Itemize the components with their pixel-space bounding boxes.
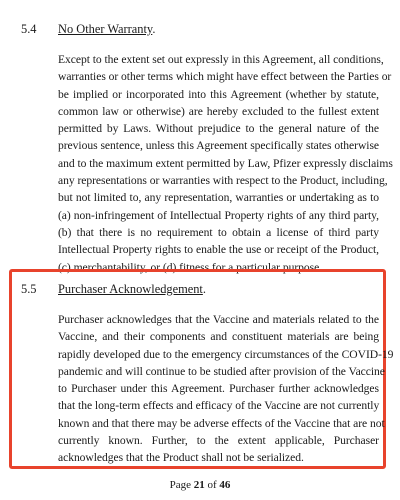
- page-current: 21: [193, 479, 205, 491]
- body-line: known and that there may be adverse effects of the Vaccine that are not: [58, 416, 385, 430]
- body-line: Vaccine, and their components and constituent materials are being: [58, 330, 379, 344]
- body-line: previous sentence, unless this Agreement specifically states otherwise: [58, 139, 379, 153]
- section-title: Purchaser Acknowledgement: [58, 282, 203, 296]
- body-line: any representations or warranties with respect to the Product, including,: [58, 174, 388, 188]
- body-line: common law or otherwise) are hereby excluded to the fullest extent: [58, 104, 379, 118]
- section-number: 5.4: [21, 22, 37, 36]
- section-body: [58, 51, 393, 276]
- section-heading: [58, 21, 155, 37]
- section-title-suffix: .: [202, 282, 206, 296]
- page-of: of: [204, 479, 220, 491]
- body-line: warranties or other terms which might have effect between the Parties or: [58, 70, 392, 84]
- body-line: (b) that there is no requirement to obtain a license of third party: [58, 225, 379, 239]
- page-prefix: Page: [169, 479, 194, 491]
- body-line: Purchaser acknowledges that the Vaccine and materials related to the: [58, 313, 379, 326]
- body-line: but not limited to, any representation, warranties or undertaking as to: [58, 191, 379, 205]
- body-line: (c) merchantability, or (d) fitness for a particular purpose.: [58, 260, 323, 274]
- section-body: [58, 311, 394, 467]
- body-line: that the long-term effects and efficacy of the Vaccine are not currently: [58, 399, 380, 413]
- page-total: 46: [219, 479, 231, 491]
- body-line: currently known. Further, to the extent applicable, Purchaser: [58, 434, 379, 448]
- body-line: Except to the extent set out expressly in this Agreement, all conditions,: [58, 53, 384, 66]
- body-line: to Purchaser under this Agreement. Purchaser further acknowledges: [58, 382, 379, 396]
- body-line: pandemic and will continue to be studied after provision of the Vaccine: [58, 364, 385, 378]
- body-line: and to the maximum extent permitted by Law, Pfizer expressly disclaims: [58, 156, 393, 170]
- page-footer: [0, 478, 400, 492]
- body-line: permitted by Laws. Without prejudice to the general nature of the: [58, 122, 379, 136]
- body-line: rapidly developed due to the emergency circumstances of the COVID-19: [58, 347, 394, 361]
- body-line: be implied or incorporated into this Agreement (whether by statute,: [58, 87, 379, 101]
- section-title: No Other Warranty: [58, 22, 153, 36]
- body-line: (a) non-infringement of Intellectual Property rights of any third party,: [58, 208, 379, 222]
- body-line: Intellectual Property rights to enable the use or receipt of the Product,: [58, 243, 379, 257]
- body-line: acknowledges that the Product shall not be serialized.: [58, 451, 304, 465]
- section-number: 5.5: [21, 282, 37, 296]
- section-heading: [58, 281, 206, 297]
- section-title-suffix: .: [152, 22, 156, 36]
